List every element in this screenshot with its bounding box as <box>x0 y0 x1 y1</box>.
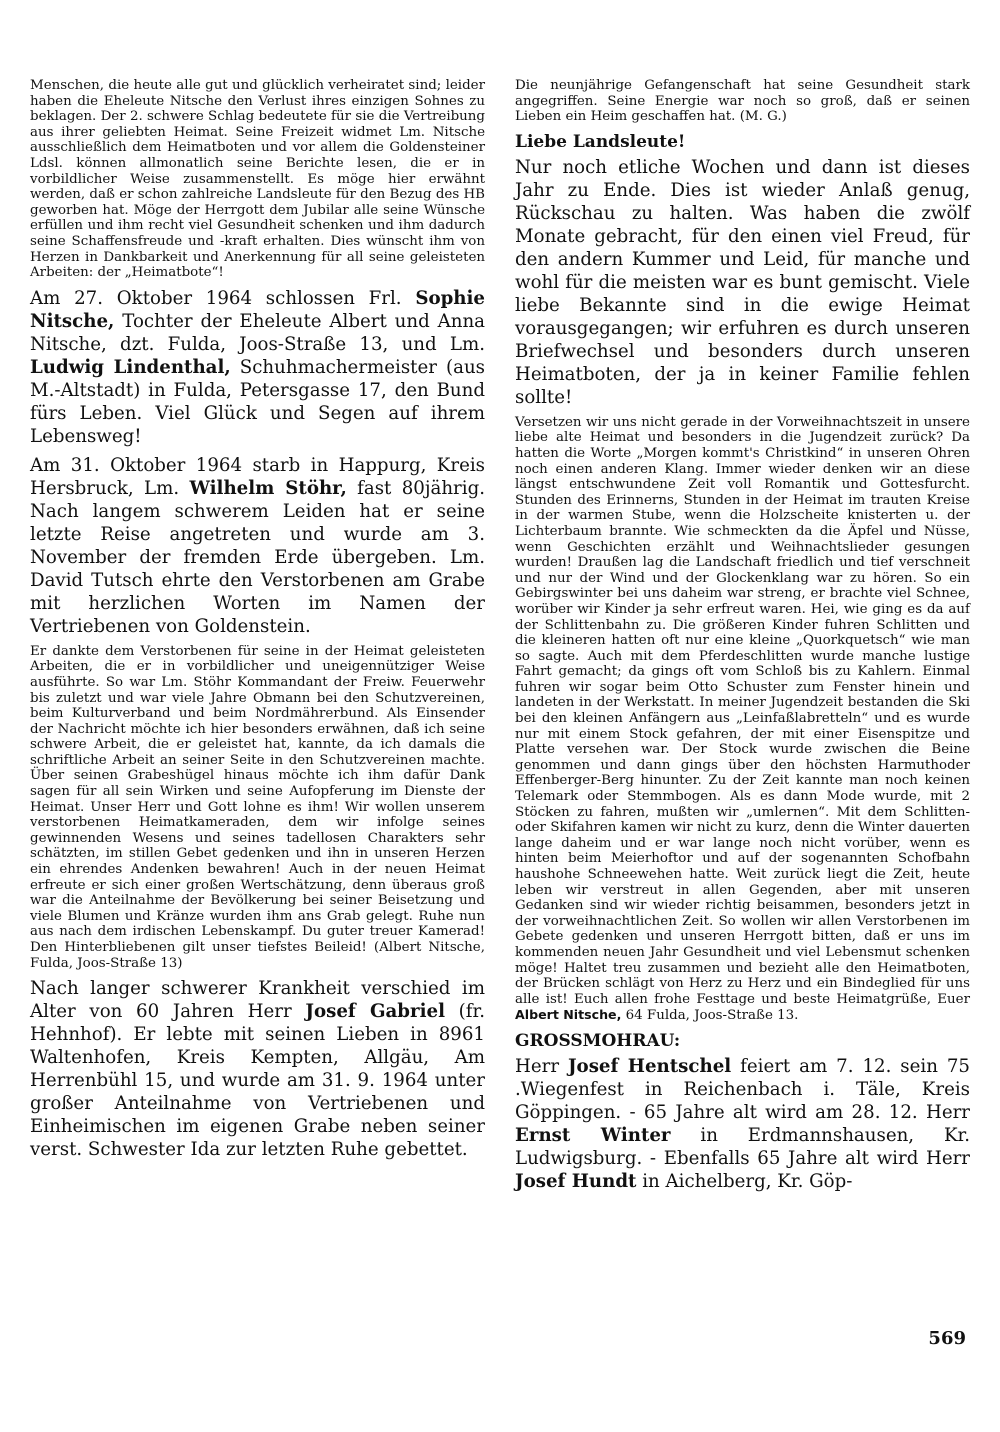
article-obituary-stoehr-tribute: Er dankte dem Verstorbenen für seine in der Heimat geleisteten Arbeiten, die er in vorbildlicher und uneigennütziger Weise ausführte. So war Lm. Stöhr Kommandant der Freiw. Feuerwehr bis zuletzt und war viele Jahre Obmann bei den Schutzvereinen, beim Kulturverband und beim Nordmährerbund. Als Einsender der Nachricht möchte ich hier besonders erwähnen, daß ich seine schwere Arbeit, die er geleistet hat, kannte, da ich damals die schriftliche Arbeit an seiner Seite in den Schutzvereinen machte. Über seinen Grabeshügel hinaus möchte ich ihm dafür Dank sagen für all sein Wirken und seine Aufopferung im Dienste der Heimat. Unser Herr und Gott lohne es ihm! Wir wollen unserem verstorbenen Heimatkameraden, dem wir infolge seines gewinnenden Wesens und seines tadellosen Charakters sehr schätzten, im stillen Gebet gedenken und ihn in unseren Herzen ein ehrendes Andenken bewahren! Auch in der neuen Heimat erfreute er sich einer großen Wertschätzung, denn überaus groß war die Anteilnahme der Bevölkerung bei seiner Beisetzung und viele Blumen und Kränze wurden ihm ans Grab gelegt. Ruhe nun aus nach dem irdischen Lebenskampf. Du guter treuer Kamerad! Den Hinterbliebenen gilt unser tiefstes Beileid! (Albert Nitsche, Fulda, Joos-Straße 13) <box>30 643 485 971</box>
left-column <box>30 78 485 1167</box>
article-captivity-note: Die neunjährige Gefangenschaft hat seine Gesundheit stark angegriffen. Seine Energie war noch so groß, daß er seinen Lieben ein Heim geschaffen hat. (M. G.) <box>515 78 970 125</box>
name-ernst-winter: Ernst Winter <box>515 1124 671 1146</box>
name-josef-hundt: Josef Hundt <box>515 1170 637 1192</box>
heading-liebe-landsleute: Liebe Landsleute! <box>515 131 686 152</box>
article-obituary-gabriel: Nach langer schwerer Krankheit verschied im Alter von 60 Jahren Herr Josef Gabriel (fr. Hehnhof). Er lebte mit seinen Lieben in 8961 Waltenhofen, Kreis Kempten, Allgäu, Am Herrenbühl 15, und wurde am 31. 9. 1964 unter großer Anteilnahme von Vertriebenen und Einheimischen im eigenen Grabe neben seiner verst. Schwester Ida zur letzten Ruhe gebettet. <box>30 978 485 1161</box>
article-christmas-memories: Versetzen wir uns nicht gerade in der Vorweihnachtszeit in unsere liebe alte Heimat und besonders in die Jugendzeit zurück? Da hatten die Worte „Morgen kommt's Christkind“ in unseren Ohren noch einen anderen Klang. Immer wieder denken wir an diese längst entschwundene Zeit voll Romantik und Gottesfurcht. Stunden des Erinnerns, Stunden in der Heimat im trauten Kreise in der warmen Stube, wenn die Holzscheite knisterten u. der Lichterbaum brannte. Wie schmeckten da die Äpfel und Nüsse, wenn Geschichten erzählt und Weihnachtslieder gesungen wurden! Draußen lag die Landschaft friedlich und tief verschneit und nur der Wind und der Glockenklang war zu hören. So ein Gebirgswinter bei uns daheim war streng, er brachte viel Schnee, worüber wir Kinder ja sehr erfreut waren. Hei, wie ging es da auf der Schlittenbahn zu. Die größeren Kinder fuhren Schlitten und die kleineren hatten oft nur eine kleine „Quorkquetsch“ wie man so sagte. Auch mit dem Pferdeschlitten wurde manche lustige Fahrt gemacht; da gings oft vom Schloß bis zu Kahlern. Einmal fuhren wir sogar beim Otto Schuster zum Fenster hinein und landeten in der Werkstatt. In meiner Jugendzeit bestanden die Ski bei den kleinen Anfängern aus „Leinfaßlabretteln“ und es wurde nur mit einem Stock gefahren, der mit einer Eisenspitze und Platte versehen war. Der Stock wurde zwischen die Beine genommen und dann gings über den höchsten Harmuthoder Effenberger-Berg hinunter. Zu der Zeit kannte man noch keinen Telemark oder Stemmbogen. Als es dann Mode wurde, mit 2 Stöcken zu fahren, mußten wir „umlernen“. Mit dem Schlitten- oder Skifahren kamen wir nicht zu kurz, denn die Winter dauerten lange daheim und er war lange noch nicht vorüber, wenn es hinten beim Meierhoftor und auf der sogenannten Schofbahn haushohe Schneewehen hatte. Weit zurück liegt die Zeit, heute leben wir verstreut in allen Gegenden, aber mit unseren Gedanken sind wir wieder richtig beisammen, besonders jetzt in der vorweihnachtlichen Zeit. So wollen wir allen Verstorbenen im Gebete gedenken und unseren Herrgott bitten, daß er uns im kommenden neuen Jahr Gesundheit und viel Lebensmut schenken möge! Haltet treu zusammen und bezieht alle den Heimatboten, der Brücken schlägt von Herz zu Herz und ein Bindeglied für uns alle ist! Euch allen frohe Festtage und beste Heimatgrüße, Euer Albert Nitsche, 64 Fulda, Joos-Straße 13. <box>515 414 970 1024</box>
name-josef-hentschel: Josef Hentschel <box>567 1055 732 1077</box>
article-birthday-nitsche: Menschen, die heute alle gut und glücklich verheiratet sind; leider haben die Eheleute Nitsche den Verlust ihres einzigen Sohnes zu beklagen. Der 2. schwere Schlag bedeutete für sie die Vertreibung aus ihrer geliebten Heimat. Seine Freizeit widmet Lm. Nitsche ausschließlich dem Heimatboten und vor allem die Goldensteiner Ldsl. können allmonatlich seine Berichte lesen, die er in vorbildlicher Weise zusammenstellt. Es möge hier erwähnt werden, daß er schon zahlreiche Landsleute für den Bezug des HB geworben hat. Möge der Herrgott dem Jubilar alle seine Wünsche erfüllen und ihm recht viel Gesundheit schenken und ihm dadurch seine Schaffensfreude und -kraft erhalten. Dies wünscht ihm von Herzen in Dankbarkeit und Anerkennung für all seine geleisteten Arbeiten: der „Heimatbote“! <box>30 78 485 281</box>
name-wilhelm-stoehr: Wilhelm Stöhr, <box>189 477 347 499</box>
heading-grossmohrau: GROSSMOHRAU: <box>515 1030 681 1051</box>
name-josef-gabriel: Josef Gabriel <box>305 1001 445 1023</box>
article-wedding: Am 27. Oktober 1964 schlossen Frl. Sophie Nitsche, Tochter der Eheleute Albert und Anna Nitsche, dzt. Fulda, Joos-Straße 13, und Lm. Ludwig Lindenthal, Schuhmachermeister (aus M.-Altstadt) in Fulda, Petersgasse 17, den Bund fürs Leben. Viel Glück und Segen auf ihrem Lebensweg! <box>30 287 485 447</box>
name-ludwig-lindenthal: Ludwig Lindenthal, <box>30 356 231 378</box>
signature-albert-nitsche: Albert Nitsche, <box>515 1007 622 1023</box>
article-year-review: Nur noch etliche Wochen und dann ist dieses Jahr zu Ende. Dies ist wieder Anlaß genug, Rückschau zu halten. Was haben die zwölf Monate gebracht, für den einen viel Freud, für den andern Kummer und Leid, für manche und wohl für die meisten war es bunt gemischt. Viele liebe Bekannte sind in die ewige Heimat vorausgegangen; wir erfuhren es durch unseren Briefwechsel und besonders durch unseren Heimatboten, der ja in keiner Familie fehlen sollte! <box>515 156 970 408</box>
article-obituary-stoehr: Am 31. Oktober 1964 starb in Happurg, Kreis Hersbruck, Lm. Wilhelm Stöhr, fast 80jährig. Nach langem schwerem Leiden hat er seine letzte Reise angetreten und wurde am 3. November der fremden Erde übergeben. Lm. David Tutsch ehrte den Verstorbenen am Grabe mit herzlichen Worten im Namen der Vertriebenen von Goldenstein. <box>30 454 485 637</box>
page-number: 569 <box>928 1328 966 1349</box>
article-grossmohrau-birthdays: Herr Josef Hentschel feiert am 7. 12. sein 75 .Wiegenfest in Reichenbach i. Täle, Kreis Göppingen. - 65 Jahre alt wird am 28. 12. Herr Ernst Winter in Erdmannshausen, Kr. Ludwigsburg. - Ebenfalls 65 Jahre alt wird Herr Josef Hundt in Aichelberg, Kr. Göp- <box>515 1055 971 1192</box>
right-column <box>515 78 970 1199</box>
name-sophie-nitsche: Sophie Nitsche, <box>30 287 485 332</box>
